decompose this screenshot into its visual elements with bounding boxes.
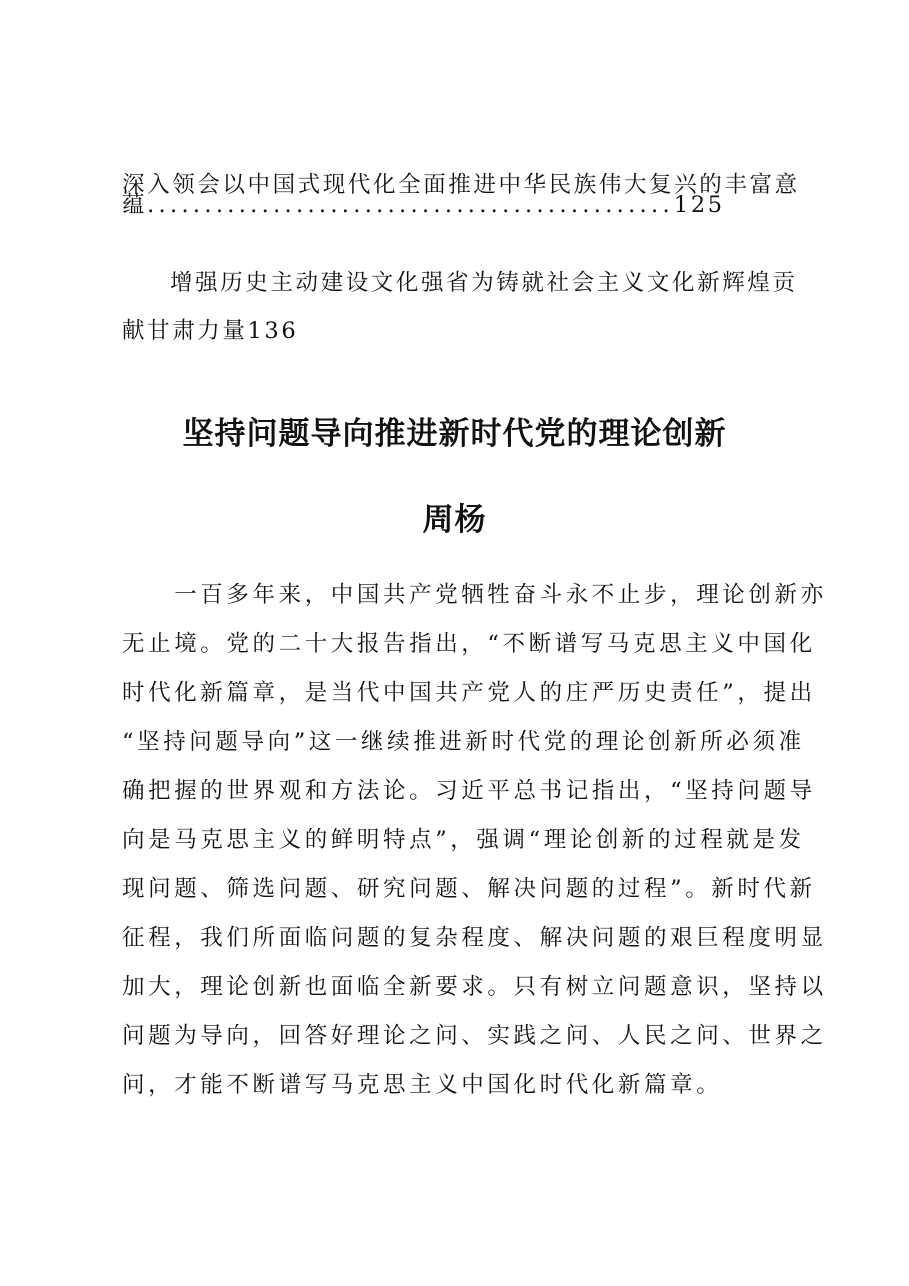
toc-entry-2-line-2: 献甘肃力量136 bbox=[122, 318, 299, 344]
toc-entry-1-line-2 bbox=[122, 190, 802, 220]
paragraph-line: 时代化新篇章，是当代中国共产党人的庄严历史责任”，提出 bbox=[122, 680, 816, 706]
paragraph-line: 加大，理论创新也面临全新要求。只有树立问题意识，坚持以 bbox=[122, 974, 827, 1000]
paragraph-line: “坚持问题导向”这一继续推进新时代党的理论创新所必须准 bbox=[122, 729, 805, 755]
paragraph-line: 现问题、筛选问题、研究问题、解决问题的过程”。新时代新 bbox=[122, 876, 816, 902]
toc-entry-1-text-end: 蕴 bbox=[122, 192, 148, 218]
paragraph-line: 一百多年来，中国共产党牺牲奋斗永不止步，理论创新亦 bbox=[122, 582, 827, 608]
paragraph-line: 征程，我们所面临问题的复杂程度、解决问题的艰巨程度明显 bbox=[122, 925, 827, 951]
article-title: 坚持问题导向推进新时代党的理论创新 bbox=[182, 416, 727, 452]
paragraph-line: 向是马克思主义的鲜明特点”，强调“理论创新的过程就是发 bbox=[122, 827, 805, 853]
article-author: 周杨 bbox=[422, 502, 487, 538]
toc-entry-2-line-1: 增强历史主动建设文化强省为铸就社会主义文化新辉煌贡 bbox=[170, 270, 798, 296]
toc-entry-1-page-number: 125 bbox=[673, 192, 725, 218]
paragraph-line: 问，才能不断谱写马克思主义中国化时代化新篇章。 bbox=[122, 1072, 723, 1098]
paragraph-line: 无止境。党的二十大报告指出，“不断谱写马克思主义中国化 bbox=[122, 631, 816, 657]
paragraph-line: 问题为导向，回答好理论之问、实践之问、人民之问、世界之 bbox=[122, 1023, 827, 1049]
toc-entry-1-line-1: 深入领会以中国式现代化全面推进中华民族伟大复兴的丰富意 bbox=[122, 172, 800, 198]
paragraph-line: 确把握的世界观和方法论。习近平总书记指出，“坚持问题导 bbox=[122, 778, 816, 804]
toc-leader-dots: .............................................. bbox=[147, 192, 674, 218]
